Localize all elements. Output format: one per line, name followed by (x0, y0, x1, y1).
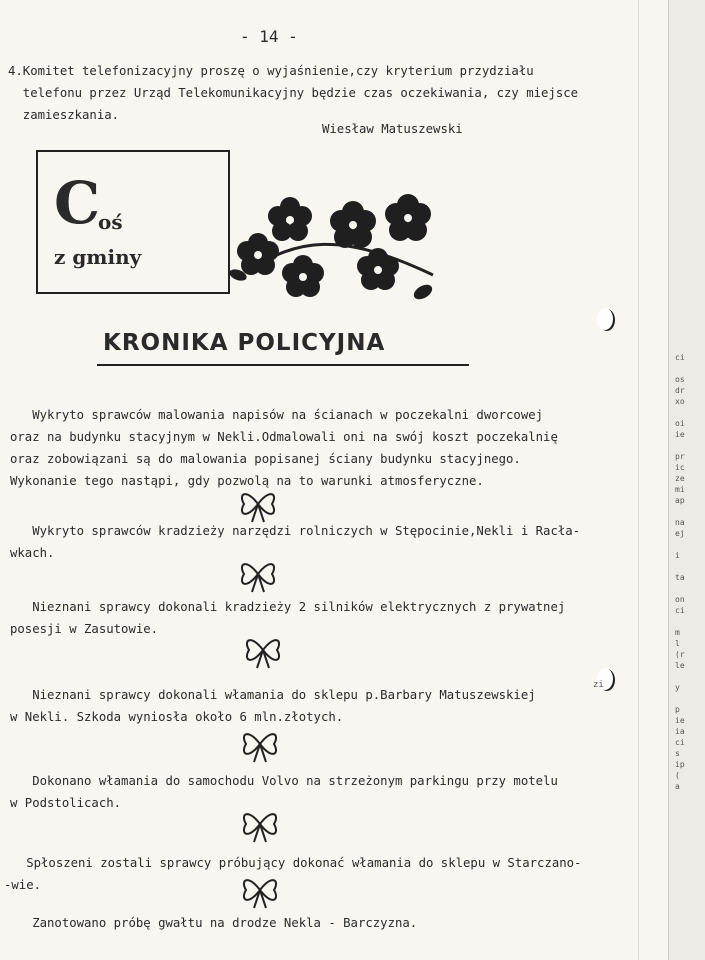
margin-fragment: ci (675, 606, 685, 615)
item-line: oraz zobowiązani są do malowania popisanej ściany budynku stacyjnego. (10, 452, 521, 466)
margin-fragment: y (675, 683, 680, 692)
margin-fragment: ci (675, 738, 685, 747)
title-underline (97, 364, 469, 366)
item-line: Wykryto sprawców malowania napisów na ścianach w poczekalni dworcowej (10, 408, 544, 422)
margin-fragment (675, 407, 703, 418)
margin-fragment: ie (675, 430, 685, 439)
margin-fragment: dr (675, 386, 685, 395)
ornament-divider (241, 630, 285, 670)
margin-fragment: on (675, 595, 685, 604)
intro-line: telefonu przez Urząd Telekomunikacyjny będzie czas oczekiwania, czy miejsce (8, 86, 579, 100)
margin-fragment: pr (675, 452, 685, 461)
punch-hole-top (597, 308, 613, 330)
adjacent-page-fragments (675, 352, 703, 792)
margin-fragment: i (675, 551, 680, 560)
margin-fragment (675, 561, 703, 572)
page-number: - 14 - (240, 27, 298, 46)
margin-fragment: ta (675, 573, 685, 582)
margin-fragment: p (675, 705, 680, 714)
section-title: KRONIKA POLICYJNA (103, 330, 386, 356)
margin-fragment: ic (675, 463, 685, 472)
item-line: Nieznani sprawcy dokonali włamania do sklepu p.Barbary Matuszewskiej (10, 688, 536, 702)
margin-fragment: le (675, 661, 685, 670)
item-line: Nieznani sprawcy dokonali kradzieży 2 silników elektrycznych z prywatnej (10, 600, 566, 614)
margin-fragment: ze (675, 474, 685, 483)
ornament-divider (238, 724, 282, 764)
item-line: Wykonanie tego nastąpi, gdy pozwolą na to warunki atmosferyczne. (10, 474, 484, 488)
margin-fragment: os (675, 375, 685, 384)
logo-line1: oś (98, 210, 123, 234)
margin-fragment: ej (675, 529, 685, 538)
item-line: posesji w Zasutowie. (10, 622, 159, 636)
margin-fragment: ia (675, 727, 685, 736)
margin-fragment: ap (675, 496, 685, 505)
margin-fragment (675, 440, 703, 451)
intro-line: zamieszkania. (8, 108, 120, 122)
margin-fragment: ie (675, 716, 685, 725)
margin-fragment: xo (675, 397, 685, 406)
signature: Wiesław Matuszewski (322, 122, 463, 136)
item-line: w Podstolicach. (10, 796, 122, 810)
item-line: Spłoszeni zostali sprawcy próbujący dokonać włamania do sklepu w Starczano- (4, 856, 582, 870)
margin-fragment: l (675, 639, 680, 648)
ornament-divider (236, 554, 280, 594)
item-line: Zanotowano próbę gwałtu na drodze Nekla - Barczyzna. (10, 916, 418, 930)
margin-fragment: na (675, 518, 685, 527)
margin-fragment (675, 506, 703, 517)
item-line: oraz na budynku stacyjnym w Nekli.Odmalowali oni na swój koszt poczekalnię (10, 430, 558, 444)
ornament-divider (238, 870, 282, 910)
margin-fragment: m (675, 628, 680, 637)
column-logo (36, 150, 230, 294)
margin-fragment (675, 616, 703, 627)
logo-initial: C (54, 169, 101, 237)
margin-fragment: oi (675, 419, 685, 428)
margin-fragment: s (675, 749, 680, 758)
ornament-divider (238, 804, 282, 844)
margin-fragment (675, 583, 703, 594)
margin-fragment (675, 539, 703, 550)
margin-fragment: ip (675, 760, 685, 769)
margin-fragment: (r (675, 650, 685, 659)
item-line: -wie. (4, 878, 42, 892)
margin-fragment: ( (675, 771, 680, 780)
column-rule (638, 0, 639, 960)
margin-fragment (675, 363, 703, 374)
margin-fragment: mi (675, 485, 685, 494)
margin-fragment: a (675, 782, 680, 791)
adjacent-page-fragment: zi (593, 680, 604, 690)
logo-line2: z gminy (54, 245, 142, 269)
margin-fragment (675, 693, 703, 704)
flowers-illustration (228, 180, 438, 310)
margin-fragment (675, 671, 703, 682)
ornament-divider (236, 484, 280, 524)
item-line: w Nekli. Szkoda wyniosła około 6 mln.złotych. (10, 710, 344, 724)
item-line: wkach. (10, 546, 55, 560)
margin-fragment: ci (675, 353, 685, 362)
item-line: Dokonano włamania do samochodu Volvo na strzeżonym parkingu przy motelu (10, 774, 558, 788)
item-line: Wykryto sprawców kradzieży narzędzi rolniczych w Stępocinie,Nekli i Racła- (10, 524, 581, 538)
intro-line: 4.Komitet telefonizacyjny proszę o wyjaśnienie,czy kryterium przydziału (8, 64, 534, 78)
